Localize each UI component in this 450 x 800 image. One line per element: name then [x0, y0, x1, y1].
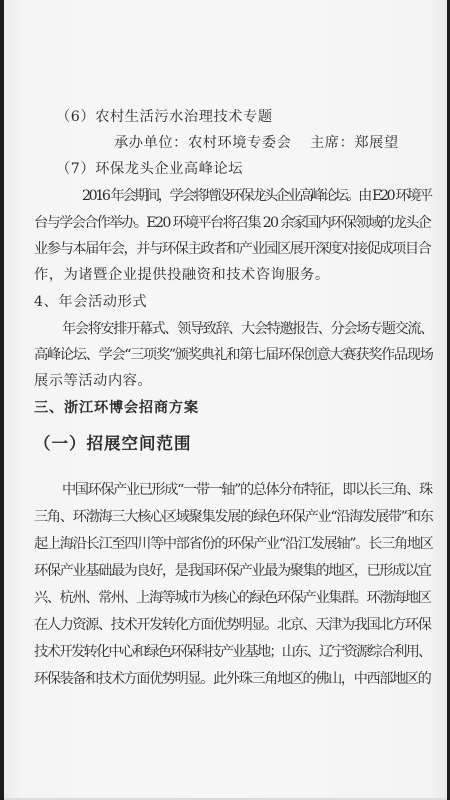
- section6-title: （6）农村生活污水治理技术专题: [56, 109, 273, 125]
- paragraph-line: 在人力资源、技术开发转化方面优势明显。北京、天津为我国北方环保: [34, 617, 431, 633]
- paragraph-line: 展示等活动内容。: [34, 373, 153, 389]
- paragraph-line: 作，为诸暨企业提供投融资和技术咨询服务。: [34, 267, 330, 283]
- paragraph-line: 高峰论坛、学会“三项奖”颁奖典礼和第七届环保创意大赛获奖作品现场: [34, 347, 433, 363]
- paragraph-line: 业参与本届年会，并与环保主政者和产业园区展开深度对接促成项目合: [34, 241, 431, 257]
- paragraph-line: 三角、环渤海三大核心区域聚集发展的绿色环保产业“沿海发展带”和东: [34, 509, 433, 525]
- paragraph-line: 兴、杭州、常州、上海等城市为核心的绿色环保产业集群。环渤海地区: [34, 590, 431, 606]
- sub1-title: （一）招展空间范围: [34, 434, 192, 453]
- paragraph-line: 环保产业基础最为良好，是我国环保产业最为聚集的地区，已形成以宜: [34, 563, 431, 579]
- paragraph-line: 中国环保产业已形成“一带一轴”的总体分布特征，即以长三角、珠: [62, 482, 432, 498]
- section6-host: 承办单位：农村环境专委会: [114, 135, 292, 151]
- paragraph-line: 年会将安排开幕式、领导致辞、大会特邀报告、分会场专题交流、: [62, 321, 433, 337]
- paragraph-line: 起上海沿长江至四川等中部省份的环保产业“沿江发展轴”。长三角地区: [34, 536, 433, 552]
- item4-title: 4、年会活动形式: [34, 294, 148, 310]
- paragraph-line: 技术开发转化中心和绿色环保科技产业基地；山东、辽宁资源综合利用、: [34, 644, 431, 660]
- part3-title: 三、浙江环博会招商方案: [34, 400, 199, 416]
- section6-chair: 主席：郑展望: [310, 135, 399, 151]
- paragraph-line: 台与学会合作举办。E20 环境平台将召集 20 余家国内环保领域的龙头企: [34, 215, 431, 231]
- document-page: [4, 0, 447, 800]
- paragraph-line: 2016 年会期间，学会将增设环保龙头企业高峰论坛。由 E20 环境平: [82, 188, 431, 204]
- paragraph-line: 环保装备和技术方面优势明显。此外珠三角地区的佛山，中西部地区的: [34, 671, 431, 687]
- section7-title: （7）环保龙头企业高峰论坛: [56, 161, 244, 177]
